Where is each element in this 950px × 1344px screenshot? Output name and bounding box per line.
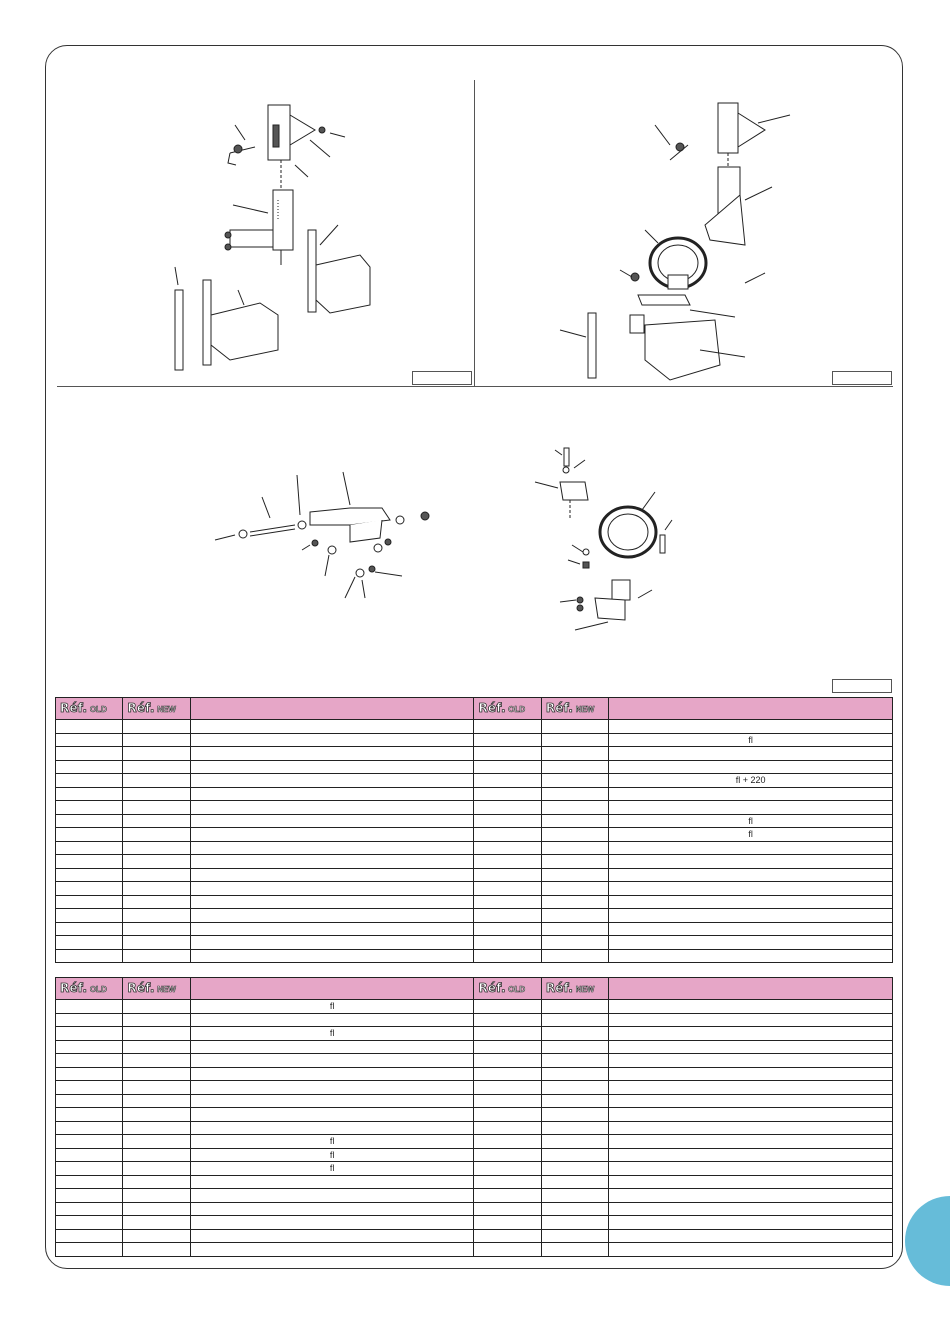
description-cell: [609, 1162, 893, 1176]
table-row: [56, 1040, 893, 1054]
description-cell: [190, 720, 474, 734]
ref-new-cell: [123, 774, 190, 788]
ref-old-cell: [474, 895, 541, 909]
table-row: [56, 828, 893, 842]
description-text: fl: [329, 1028, 335, 1039]
ref-old-cell: [474, 1108, 541, 1122]
ref-new-cell: [123, 1000, 190, 1014]
ref-old-cell: [56, 774, 123, 788]
ref-new-cell: [541, 1013, 608, 1027]
ref-new-cell: [123, 1135, 190, 1149]
description-cell: [190, 1175, 474, 1189]
description-cell: [609, 1189, 893, 1203]
description-cell: [190, 855, 474, 869]
ref-new-cell: [541, 1162, 608, 1176]
ref-old-cell: [474, 801, 541, 815]
ref-old-cell: [56, 1027, 123, 1041]
table-row: [56, 1081, 893, 1095]
ref-old-cell: [474, 868, 541, 882]
description-cell: [609, 1027, 893, 1041]
ref-old-cell: [474, 922, 541, 936]
description-cell: [190, 1013, 474, 1027]
ref-new-cell: [541, 1054, 608, 1068]
ref-old-cell: [56, 747, 123, 761]
ref-old-cell: [474, 828, 541, 842]
ref-old-cell: [474, 1040, 541, 1054]
table-row: [56, 909, 893, 923]
table-row: [56, 1229, 893, 1243]
ref-new-cell: [123, 909, 190, 923]
description-cell: [190, 1162, 474, 1176]
ref-old-cell: [56, 909, 123, 923]
description-cell: [609, 1121, 893, 1135]
ref-new-cell: [123, 868, 190, 882]
ref-new-cell: [541, 801, 608, 815]
header-ref-old: Réf. OLD: [56, 978, 123, 1000]
figure-label-box-2: [832, 371, 892, 385]
ref-old-cell: [56, 1216, 123, 1230]
ref-new-cell: [123, 1216, 190, 1230]
header-ref-old: Réf. OLD: [56, 698, 123, 720]
table-header-row: [56, 698, 893, 720]
description-cell: [190, 1054, 474, 1068]
ref-new-cell: [541, 1040, 608, 1054]
ref-new-cell: [541, 1121, 608, 1135]
description-cell: [609, 855, 893, 869]
ref-new-cell: [123, 1202, 190, 1216]
ref-old-cell: [474, 814, 541, 828]
table-row: [56, 855, 893, 869]
description-text: fl: [748, 829, 753, 840]
ref-new-cell: [541, 1202, 608, 1216]
ref-new-cell: [123, 936, 190, 950]
description-cell: [190, 801, 474, 815]
description-cell: [190, 747, 474, 761]
header-ref-new: Réf. NEW: [541, 978, 608, 1000]
description-cell: [609, 1135, 893, 1149]
ref-old-cell: [56, 1148, 123, 1162]
exploded-diagram-1: [160, 95, 380, 380]
description-cell: [190, 1040, 474, 1054]
description-cell: [609, 828, 893, 842]
ref-old-cell: [474, 909, 541, 923]
ref-new-cell: [541, 814, 608, 828]
ref-old-cell: [474, 1121, 541, 1135]
header-ref-old: Réf. OLD: [474, 978, 541, 1000]
ref-new-cell: [123, 1067, 190, 1081]
description-cell: [190, 1202, 474, 1216]
table-row: [56, 720, 893, 734]
description-cell: [609, 1094, 893, 1108]
exploded-diagram-4: [530, 440, 680, 635]
figure-label-box-1: [412, 371, 472, 385]
ref-old-cell: [474, 1189, 541, 1203]
ref-old-cell: [474, 949, 541, 963]
table-row: [56, 1148, 893, 1162]
ref-old-cell: [56, 936, 123, 950]
ref-old-cell: [474, 774, 541, 788]
parts-table-1: [55, 697, 893, 963]
header-ref-old: Réf. OLD: [474, 698, 541, 720]
ref-new-cell: [123, 1054, 190, 1068]
ref-new-cell: [541, 828, 608, 842]
ref-old-cell: [56, 1067, 123, 1081]
table-row: [56, 1243, 893, 1257]
ref-new-cell: [541, 1135, 608, 1149]
ref-old-cell: [56, 1121, 123, 1135]
ref-new-cell: [541, 747, 608, 761]
description-text: fl: [329, 1149, 335, 1160]
ref-new-cell: [541, 787, 608, 801]
ref-new-cell: [123, 1189, 190, 1203]
ref-old-cell: [56, 1229, 123, 1243]
ref-old-cell: [474, 841, 541, 855]
page-tab: [905, 1196, 950, 1286]
ref-old-cell: [474, 1243, 541, 1257]
description-cell: [609, 1040, 893, 1054]
table-row: [56, 1027, 893, 1041]
ref-old-cell: [56, 1013, 123, 1027]
ref-old-cell: [474, 1067, 541, 1081]
table-row: [56, 1135, 893, 1149]
description-cell: [190, 841, 474, 855]
table-row: [56, 1162, 893, 1176]
description-cell: [609, 720, 893, 734]
ref-new-cell: [541, 1229, 608, 1243]
ref-new-cell: [123, 733, 190, 747]
ref-new-cell: [541, 841, 608, 855]
ref-new-cell: [123, 895, 190, 909]
description-cell: [190, 882, 474, 896]
ref-old-cell: [56, 814, 123, 828]
ref-old-cell: [56, 1189, 123, 1203]
description-cell: [190, 1243, 474, 1257]
ref-old-cell: [56, 1108, 123, 1122]
table-row: [56, 733, 893, 747]
ref-new-cell: [541, 1148, 608, 1162]
ref-new-cell: [123, 1175, 190, 1189]
table-row: [56, 1000, 893, 1014]
description-cell: [190, 949, 474, 963]
description-cell: [190, 936, 474, 950]
ref-old-cell: [56, 828, 123, 842]
ref-old-cell: [474, 1148, 541, 1162]
description-cell: [190, 922, 474, 936]
ref-old-cell: [474, 1216, 541, 1230]
ref-new-cell: [541, 909, 608, 923]
description-cell: [190, 895, 474, 909]
table-row: [56, 868, 893, 882]
table-row: [56, 747, 893, 761]
ref-new-cell: [541, 774, 608, 788]
description-cell: [609, 747, 893, 761]
description-cell: [609, 882, 893, 896]
description-cell: [609, 1148, 893, 1162]
table-row: [56, 1094, 893, 1108]
exploded-diagram-3: [210, 470, 440, 605]
ref-new-cell: [541, 1067, 608, 1081]
ref-new-cell: [541, 1108, 608, 1122]
ref-new-cell: [123, 1243, 190, 1257]
ref-old-cell: [56, 1202, 123, 1216]
table-row: [56, 922, 893, 936]
ref-old-cell: [56, 720, 123, 734]
ref-new-cell: [123, 787, 190, 801]
ref-old-cell: [56, 1135, 123, 1149]
description-cell: [190, 787, 474, 801]
ref-old-cell: [56, 882, 123, 896]
description-cell: [190, 1067, 474, 1081]
description-cell: [609, 1216, 893, 1230]
ref-new-cell: [123, 1121, 190, 1135]
ref-old-cell: [56, 1054, 123, 1068]
description-cell: [190, 1121, 474, 1135]
ref-old-cell: [474, 1000, 541, 1014]
ref-new-cell: [541, 1094, 608, 1108]
ref-new-cell: [123, 720, 190, 734]
description-cell: [609, 1054, 893, 1068]
ref-old-cell: [474, 747, 541, 761]
ref-old-cell: [56, 949, 123, 963]
ref-old-cell: [474, 1229, 541, 1243]
description-cell: [190, 1135, 474, 1149]
ref-new-cell: [541, 1216, 608, 1230]
ref-new-cell: [123, 1040, 190, 1054]
table-row: [56, 949, 893, 963]
ref-new-cell: [123, 760, 190, 774]
description-cell: [609, 1108, 893, 1122]
description-cell: [190, 1189, 474, 1203]
description-cell: [190, 760, 474, 774]
ref-new-cell: [123, 855, 190, 869]
ref-new-cell: [123, 1081, 190, 1095]
description-cell: [609, 922, 893, 936]
ref-old-cell: [56, 922, 123, 936]
ref-old-cell: [474, 1013, 541, 1027]
divider-horizontal: [57, 386, 893, 387]
description-cell: [190, 909, 474, 923]
ref-old-cell: [474, 720, 541, 734]
description-cell: [190, 1081, 474, 1095]
table-row: [56, 1216, 893, 1230]
description-text: fl: [748, 734, 753, 745]
ref-old-cell: [474, 1202, 541, 1216]
description-cell: [609, 1229, 893, 1243]
table-row: [56, 1189, 893, 1203]
table-header-row: [56, 978, 893, 1000]
ref-old-cell: [56, 841, 123, 855]
ref-old-cell: [56, 1040, 123, 1054]
ref-old-cell: [56, 733, 123, 747]
ref-old-cell: [474, 1162, 541, 1176]
description-cell: [609, 774, 893, 788]
divider-vertical: [474, 80, 475, 387]
ref-new-cell: [541, 949, 608, 963]
ref-old-cell: [474, 936, 541, 950]
header-ref-new: Réf. NEW: [123, 698, 190, 720]
description-cell: [609, 1243, 893, 1257]
table-body: [56, 720, 893, 963]
ref-old-cell: [474, 733, 541, 747]
ref-new-cell: [541, 922, 608, 936]
description-cell: [609, 841, 893, 855]
header-ref-new: Réf. NEW: [541, 698, 608, 720]
table-row: [56, 1067, 893, 1081]
description-cell: [190, 868, 474, 882]
description-cell: [190, 828, 474, 842]
description-cell: [190, 1108, 474, 1122]
description-cell: [609, 814, 893, 828]
ref-old-cell: [474, 855, 541, 869]
exploded-diagram-2: [550, 95, 800, 385]
ref-old-cell: [474, 787, 541, 801]
ref-old-cell: [56, 1094, 123, 1108]
table-row: [56, 787, 893, 801]
ref-old-cell: [56, 760, 123, 774]
description-cell: [609, 733, 893, 747]
description-cell: [190, 814, 474, 828]
description-cell: [609, 1175, 893, 1189]
ref-new-cell: [123, 1108, 190, 1122]
ref-new-cell: [123, 814, 190, 828]
table-row: [56, 760, 893, 774]
ref-new-cell: [541, 855, 608, 869]
table-row: [56, 895, 893, 909]
description-text: fl + 220: [735, 775, 766, 786]
ref-new-cell: [541, 1027, 608, 1041]
ref-new-cell: [541, 1189, 608, 1203]
ref-new-cell: [123, 841, 190, 855]
description-cell: [609, 1000, 893, 1014]
ref-new-cell: [123, 949, 190, 963]
ref-old-cell: [474, 1094, 541, 1108]
ref-new-cell: [123, 1148, 190, 1162]
table-row: [56, 801, 893, 815]
ref-old-cell: [56, 787, 123, 801]
figure-label-box-3: [832, 679, 892, 693]
ref-old-cell: [56, 855, 123, 869]
table-body: [56, 1000, 893, 1257]
ref-new-cell: [123, 1027, 190, 1041]
table-row: [56, 841, 893, 855]
parts-table-2: [55, 977, 893, 1257]
ref-old-cell: [56, 1175, 123, 1189]
description-cell: [609, 1067, 893, 1081]
ref-old-cell: [56, 1162, 123, 1176]
description-cell: [609, 909, 893, 923]
description-cell: [609, 787, 893, 801]
ref-new-cell: [123, 1162, 190, 1176]
ref-old-cell: [474, 1054, 541, 1068]
ref-new-cell: [541, 936, 608, 950]
description-cell: [190, 733, 474, 747]
table-row: [56, 774, 893, 788]
table-row: [56, 882, 893, 896]
description-cell: [609, 1202, 893, 1216]
description-cell: [609, 760, 893, 774]
table-row: [56, 1202, 893, 1216]
table-row: [56, 1013, 893, 1027]
ref-old-cell: [474, 882, 541, 896]
header-description: [609, 978, 893, 1000]
table-row: [56, 1054, 893, 1068]
ref-old-cell: [474, 1135, 541, 1149]
ref-old-cell: [474, 1027, 541, 1041]
ref-new-cell: [123, 1094, 190, 1108]
ref-new-cell: [123, 828, 190, 842]
description-cell: [190, 1094, 474, 1108]
ref-new-cell: [541, 895, 608, 909]
ref-new-cell: [541, 1175, 608, 1189]
description-cell: [609, 895, 893, 909]
table-row: [56, 814, 893, 828]
ref-new-cell: [123, 747, 190, 761]
ref-old-cell: [56, 801, 123, 815]
ref-new-cell: [123, 801, 190, 815]
ref-new-cell: [541, 760, 608, 774]
description-text: fl: [329, 1163, 335, 1174]
description-cell: [190, 1027, 474, 1041]
ref-new-cell: [123, 922, 190, 936]
description-cell: [609, 1081, 893, 1095]
description-text: fl: [329, 1136, 335, 1147]
header-ref-new: Réf. NEW: [123, 978, 190, 1000]
ref-new-cell: [123, 1013, 190, 1027]
ref-old-cell: [56, 1000, 123, 1014]
description-cell: [190, 1216, 474, 1230]
description-cell: [190, 1000, 474, 1014]
table-row: [56, 1121, 893, 1135]
ref-new-cell: [541, 1243, 608, 1257]
ref-new-cell: [541, 1000, 608, 1014]
ref-old-cell: [474, 1175, 541, 1189]
ref-new-cell: [541, 733, 608, 747]
ref-old-cell: [56, 1243, 123, 1257]
description-cell: [609, 1013, 893, 1027]
description-cell: [609, 801, 893, 815]
table-row: [56, 1175, 893, 1189]
header-description: [190, 978, 474, 1000]
description-cell: [609, 949, 893, 963]
ref-new-cell: [541, 868, 608, 882]
ref-new-cell: [123, 882, 190, 896]
ref-old-cell: [474, 760, 541, 774]
description-cell: [609, 868, 893, 882]
header-description: [190, 698, 474, 720]
ref-new-cell: [123, 1229, 190, 1243]
ref-new-cell: [541, 882, 608, 896]
description-cell: [190, 1229, 474, 1243]
ref-old-cell: [474, 1081, 541, 1095]
table-row: [56, 936, 893, 950]
ref-old-cell: [56, 868, 123, 882]
description-cell: [609, 936, 893, 950]
table-row: [56, 1108, 893, 1122]
header-description: [609, 698, 893, 720]
description-cell: [190, 774, 474, 788]
description-text: fl: [329, 1001, 335, 1012]
description-text: fl: [748, 815, 753, 826]
ref-old-cell: [56, 1081, 123, 1095]
description-cell: [190, 1148, 474, 1162]
ref-new-cell: [541, 1081, 608, 1095]
ref-new-cell: [541, 720, 608, 734]
ref-old-cell: [56, 895, 123, 909]
